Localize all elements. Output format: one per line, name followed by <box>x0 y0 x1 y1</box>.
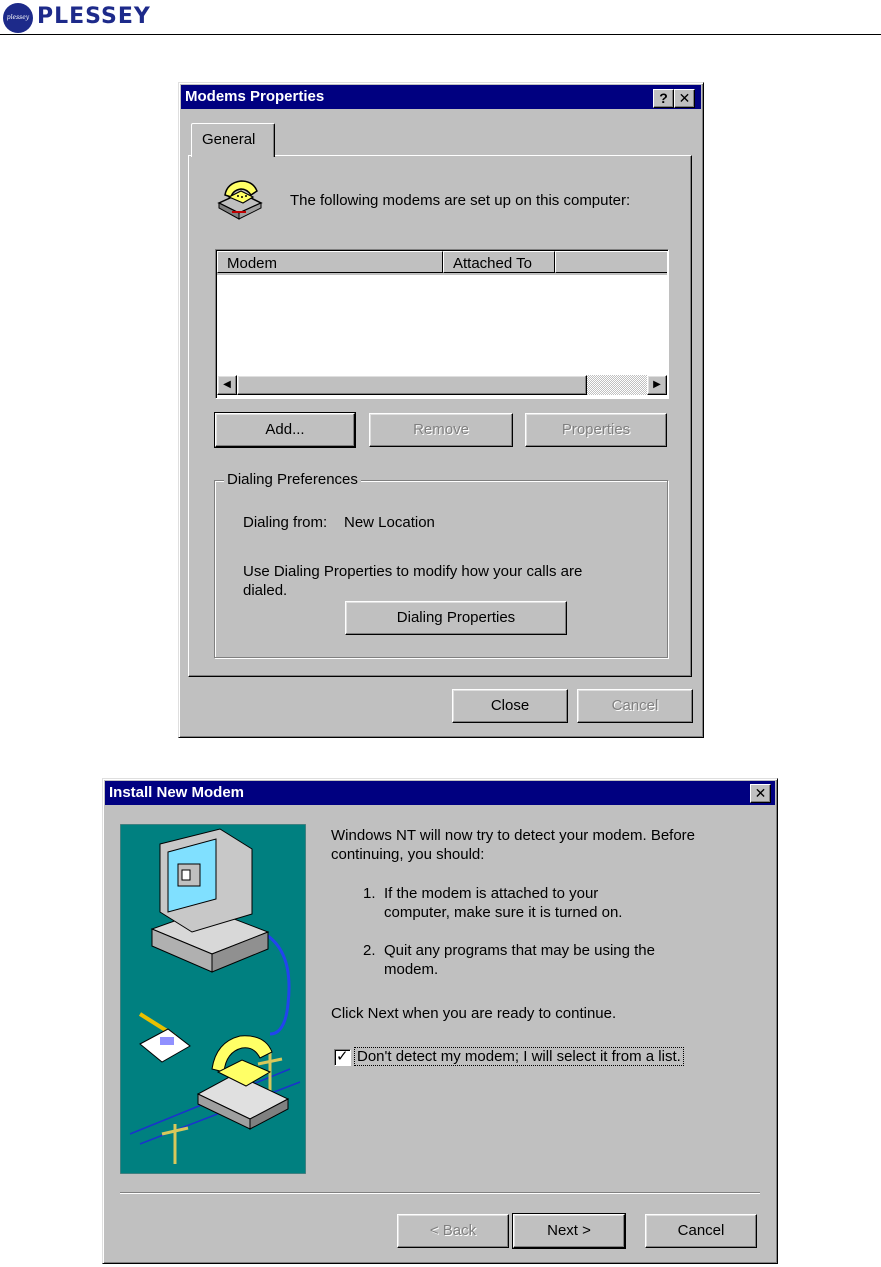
dialing-properties-button[interactable] <box>345 601 567 635</box>
close-dialog-button[interactable] <box>452 689 568 723</box>
checkmark-icon: ✓ <box>336 1048 349 1065</box>
cancel-button[interactable] <box>645 1214 757 1248</box>
button-separator <box>120 1192 760 1194</box>
dialing-note-line2: dialed. <box>243 582 288 599</box>
next-button[interactable] <box>513 1214 625 1248</box>
column-header-attached-to[interactable] <box>443 251 555 273</box>
column-attached-to-label: Attached To <box>453 255 532 272</box>
cancel-button-label: Cancel <box>611 697 659 714</box>
scroll-left-button[interactable] <box>217 375 237 395</box>
scroll-left-icon: ◀ <box>223 379 231 390</box>
column-header-modem[interactable] <box>217 251 443 273</box>
dialog-title: Modems Properties <box>185 88 325 105</box>
header-divider <box>0 34 881 35</box>
title-bar[interactable] <box>105 781 775 805</box>
dialing-from-label: Dialing from: <box>243 514 328 531</box>
dialing-properties-button-label: Dialing Properties <box>396 609 516 626</box>
close-icon: ✕ <box>678 90 691 106</box>
dont-detect-checkbox[interactable] <box>334 1049 351 1066</box>
list-header <box>217 251 667 275</box>
install-new-modem-dialog <box>102 778 778 1264</box>
dialing-preferences-label: Dialing Preferences <box>224 471 361 488</box>
next-button-label: Next > <box>547 1222 591 1239</box>
help-icon: ? <box>659 90 668 106</box>
intro-line2: continuing, you should: <box>331 846 485 863</box>
close-button[interactable] <box>674 89 695 108</box>
scroll-right-button[interactable] <box>647 375 667 395</box>
properties-button[interactable] <box>525 413 667 447</box>
column-header-filler <box>555 251 667 273</box>
modem-list[interactable] <box>215 249 669 399</box>
modems-properties-dialog <box>178 82 704 738</box>
dont-detect-checkbox-label[interactable]: Don't detect my modem; I will select it from a list. <box>354 1047 684 1066</box>
intro-line1: Windows NT will now try to detect your modem. Before <box>331 827 696 844</box>
dialog-title: Install New Modem <box>109 784 245 801</box>
scroll-right-icon: ▶ <box>653 379 661 390</box>
tab-general[interactable] <box>191 123 275 157</box>
add-button[interactable] <box>215 413 355 447</box>
continue-instruction: Click Next when you are ready to continue. <box>331 1005 617 1022</box>
close-button-label: Close <box>490 697 530 714</box>
help-button[interactable] <box>653 89 674 108</box>
cancel-button-label: Cancel <box>677 1222 725 1239</box>
remove-button[interactable] <box>369 413 513 447</box>
step-line2: computer, make sure it is turned on. <box>384 904 623 921</box>
telephone-icon <box>213 173 265 221</box>
scroll-track <box>587 375 647 395</box>
dialing-from-value: New Location <box>344 514 435 531</box>
title-bar[interactable] <box>181 85 701 109</box>
remove-button-label: Remove <box>413 421 469 438</box>
step-number: 1. <box>363 885 376 902</box>
add-button-label: Add... <box>265 421 305 438</box>
tab-general-label: General <box>202 131 256 148</box>
cancel-button[interactable] <box>577 689 693 723</box>
column-modem-label: Modem <box>227 255 278 272</box>
plessey-logo-icon: plessey <box>3 3 33 33</box>
step-line1: Quit any programs that may be using the <box>384 942 655 959</box>
modem-install-illustration <box>120 824 306 1174</box>
step-number: 2. <box>363 942 376 959</box>
back-button-label: < Back <box>429 1222 477 1239</box>
close-button[interactable] <box>750 784 771 803</box>
step-line1: If the modem is attached to your <box>384 885 599 902</box>
close-icon: ✕ <box>754 785 767 801</box>
horizontal-scrollbar[interactable] <box>217 375 667 395</box>
step-line2: modem. <box>384 961 439 978</box>
properties-button-label: Properties <box>561 421 631 438</box>
dialing-note-line1: Use Dialing Properties to modify how your calls are <box>243 563 583 580</box>
back-button[interactable] <box>397 1214 509 1248</box>
modems-intro-text: The following modems are set up on this computer: <box>290 192 631 209</box>
scroll-thumb[interactable] <box>237 375 587 395</box>
brand-name: PLESSEY <box>37 4 151 29</box>
